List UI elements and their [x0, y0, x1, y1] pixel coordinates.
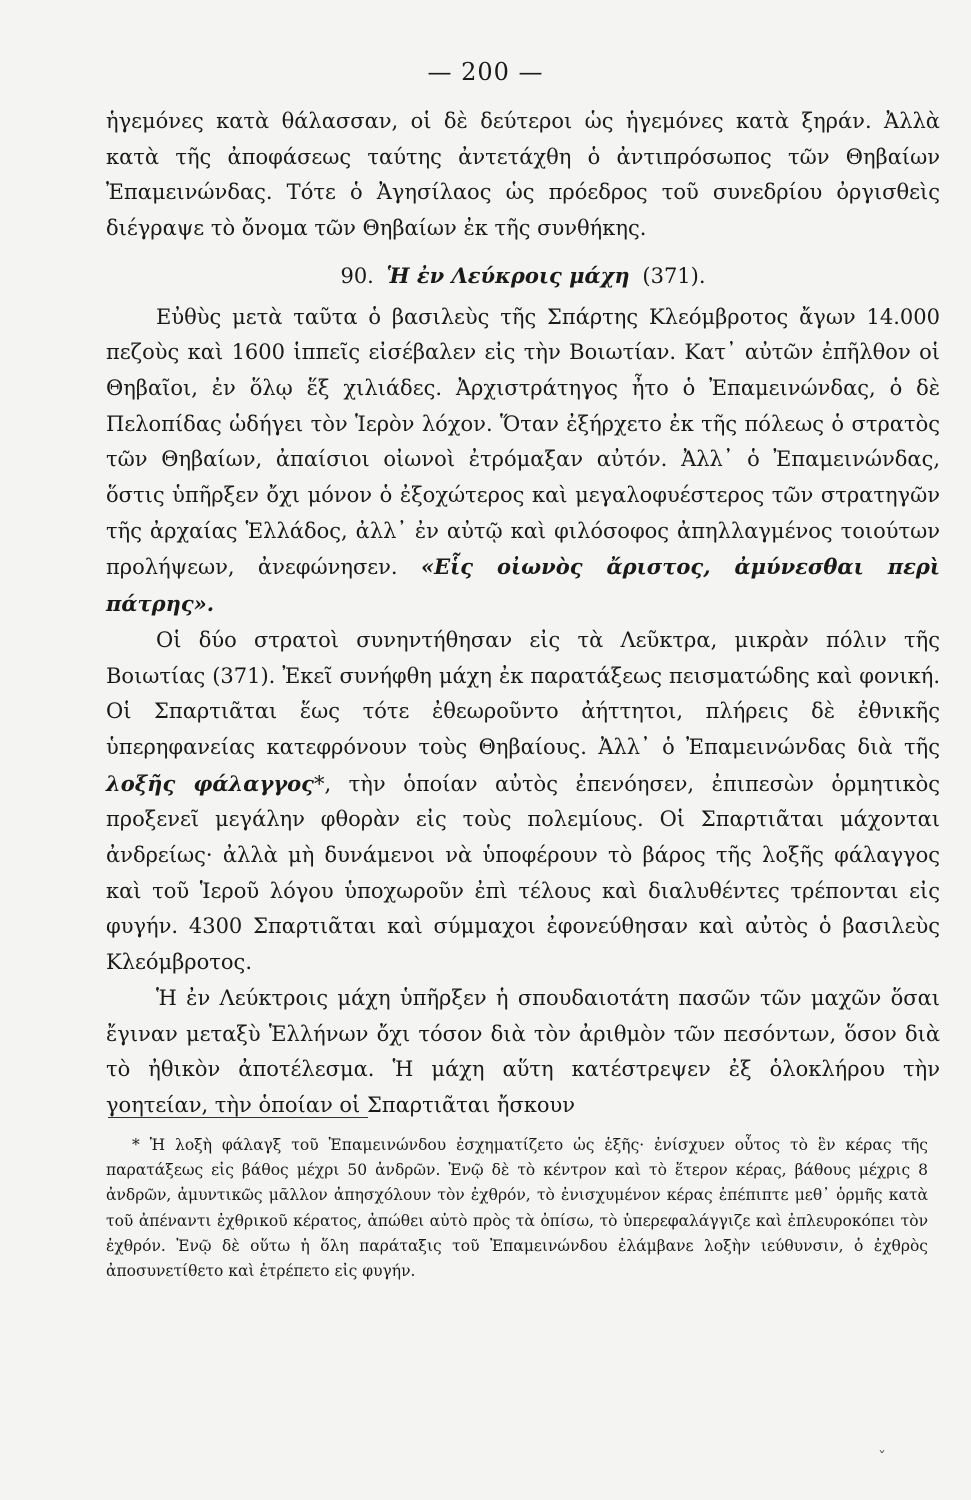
section-year: (371). — [642, 263, 706, 288]
body-text — [106, 104, 940, 1124]
paragraph-3-text-before: Οἱ δύο στρατοὶ συνηντήθησαν εἰς τὰ Λεῦκτρα, μικρὰν πόλιν τῆς Βοιωτίας (371). Ἐκεῖ συνήφθη μάχη ἐκ παρατάξεως πεισματώδης καὶ φονική. Οἱ Σπαρτιᾶται ἕως τότε ἐθεωροῦντο ἀήττητοι, πλήρεις δὲ ἐθνικῆς ὑπερηφανείας κατεφρόνουν τοὺς Θηβαίους. Ἀλλ᾽ ὁ Ἐπαμεινώνδας διὰ τῆς — [106, 627, 940, 759]
emphasis-oblique-phalanx: λοξῆς φάλαγγος — [106, 770, 314, 796]
paragraph-1: ἡγεμόνες κατὰ θάλασσαν, οἱ δὲ δεύτεροι ὡς ἡγεμόνες κατὰ ξηράν. Ἀλλὰ κατὰ τῆς ἀποφάσεως ταύτης ἀντετάχθη ὁ ἀντιπρόσωπος τῶν Θηβαίων Ἐπαμεινώνδας. Τότε ὁ Ἀγησίλαος ὡς πρόεδρος τοῦ συνεδρίου ὀργισθεὶς διέγραψε τὸ ὄνομα τῶν Θηβαίων ἐκ τῆς συνθήκης. — [106, 109, 940, 241]
quote-text: «Εἷς οἰωνὸς ἄριστος, ἀμύνεσθαι περὶ πάτρης». — [106, 554, 940, 617]
paragraph-4: Ἡ ἐν Λεύκτροις μάχη ὑπῆρξεν ἡ σπουδαιοτάτη πασῶν τῶν μαχῶν ὅσαι ἔγιναν μεταξὺ Ἑλλήνων ὄχι τόσον διὰ τὸν ἀριθμὸν τῶν πεσόντων, ὅσον διὰ τὸ ἠθικὸν ἀποτέλεσμα. Ἡ μάχη αὕτη κατέστρεψεν ἐξ ὁλοκλήρου τὴν γοητείαν, τὴν ὁποίαν οἱ Σπαρτιᾶται ἤσκουν — [106, 985, 940, 1117]
section-number: 90. — [340, 263, 374, 288]
paragraph-3 — [106, 623, 940, 981]
footnote: * Ἡ λοξὴ φάλαγξ τοῦ Ἐπαμεινώνδου ἐσχηματίζετο ὡς ἑξῆς· ἐνίσχυεν οὗτος τὸ ἓν κέρας τῆς παρατάξεως εἰς βάθος μέχρι 50 ἀνδρῶν. Ἐνῷ δὲ τὸ κέντρον καὶ τὸ ἕτερον κέρας, βάθους μέχρις 8 ἀνδρῶν, ἀμυντικῶς μᾶλλον ἀπησχόλουν τὸν ἐχθρόν, τὸ ἐνισχυμένον κέρας ἐπέπιπτε μεθ᾽ ὁρμῆς κατὰ τοῦ ἀπέναντι ἐχθρικοῦ κέρατος, ἀπώθει αὐτὸ πρὸς τὰ ὀπίσω, τὸ ὑπερεφαλάγγιζε καὶ ἐπλευροκόπει τὸν ἐχθρόν. Ἐνῷ δὲ οὕτω ἡ ὅλη παράταξις τοῦ Ἐπαμεινώνδου ἐλάμβανε λοξὴν ιεύθυνσιν, ὁ ἐχθρὸς ἀποσυνετίθετο καὶ ἐτρέπετο εἰς φυγήν. — [106, 1136, 928, 1281]
paragraph-3-text-after: *, τὴν ὁποίαν αὐτὸς ἐπενόησεν, ἐπιπεσὼν ὁρμητικὸς προξενεῖ μεγάλην φθορὰν εἰς τοὺς πολεμίους. Οἱ Σπαρτιᾶται μάχονται ἀνδρείως· ἀλλὰ μὴ δυνάμενοι νὰ ὑποφέρουν τὸ βάρος τῆς λοξῆς φάλαγγος καὶ τοῦ Ἱεροῦ λόγου ὑποχωροῦν ἐπὶ τέλους καὶ διαλυθέντες τρέπονται εἰς φυγήν. 4300 Σπαρτιᾶται καὶ σύμμαχοι ἐφονεύθησαν καὶ αὐτὸς ὁ βασιλεὺς Κλεόμβροτος. — [106, 771, 940, 975]
paragraph-2 — [106, 300, 940, 623]
section-heading — [106, 258, 940, 295]
paragraph-2-text: Εὐθὺς μετὰ ταῦτα ὁ βασιλεὺς τῆς Σπάρτης Κλεόμβροτος ἄγων 14.000 πεζοὺς καὶ 1600 ἱππεῖς εἰσέβαλεν εἰς τὴν Βοιωτίαν. Κατ᾽ αὐτῶν ἐπῆλθον οἱ Θηβαῖοι, ἐν ὅλῳ ἕξ χιλιάδες. Ἀρχιστράτηγος ἦτο ὁ Ἐπαμεινώνδας, ὁ δὲ Πελοπίδας ὡδήγει τὸν Ἱερὸν λόχον. Ὅταν ἐξήρχετο ἐκ τῆς πόλεως ὁ στρατὸς τῶν Θηβαίων, ἀπαίσιοι οἰωνοὶ ἐτρόμαξαν αὐτόν. Ἀλλ᾽ ὁ Ἐπαμεινώνδας, ὅστις ὑπῆρξεν ὄχι μόνον ὁ ἐξοχώτερος καὶ μεγαλοφυέστερος τῶν στρατηγῶν τῆς ἀρχαίας Ἑλλάδος, ἀλλ᾽ ἐν αὐτῷ καὶ φιλόσοφος ἀπηλλαγμένος τοιούτων προλήψεων, ἀνεφώνησεν. — [106, 304, 940, 580]
page-number: — 200 — — [427, 58, 544, 86]
corner-mark: ˇ — [878, 1448, 886, 1467]
section-title: Ἡ ἐν Λεύκροις μάχη — [386, 262, 630, 288]
footnote-divider — [108, 1117, 368, 1118]
